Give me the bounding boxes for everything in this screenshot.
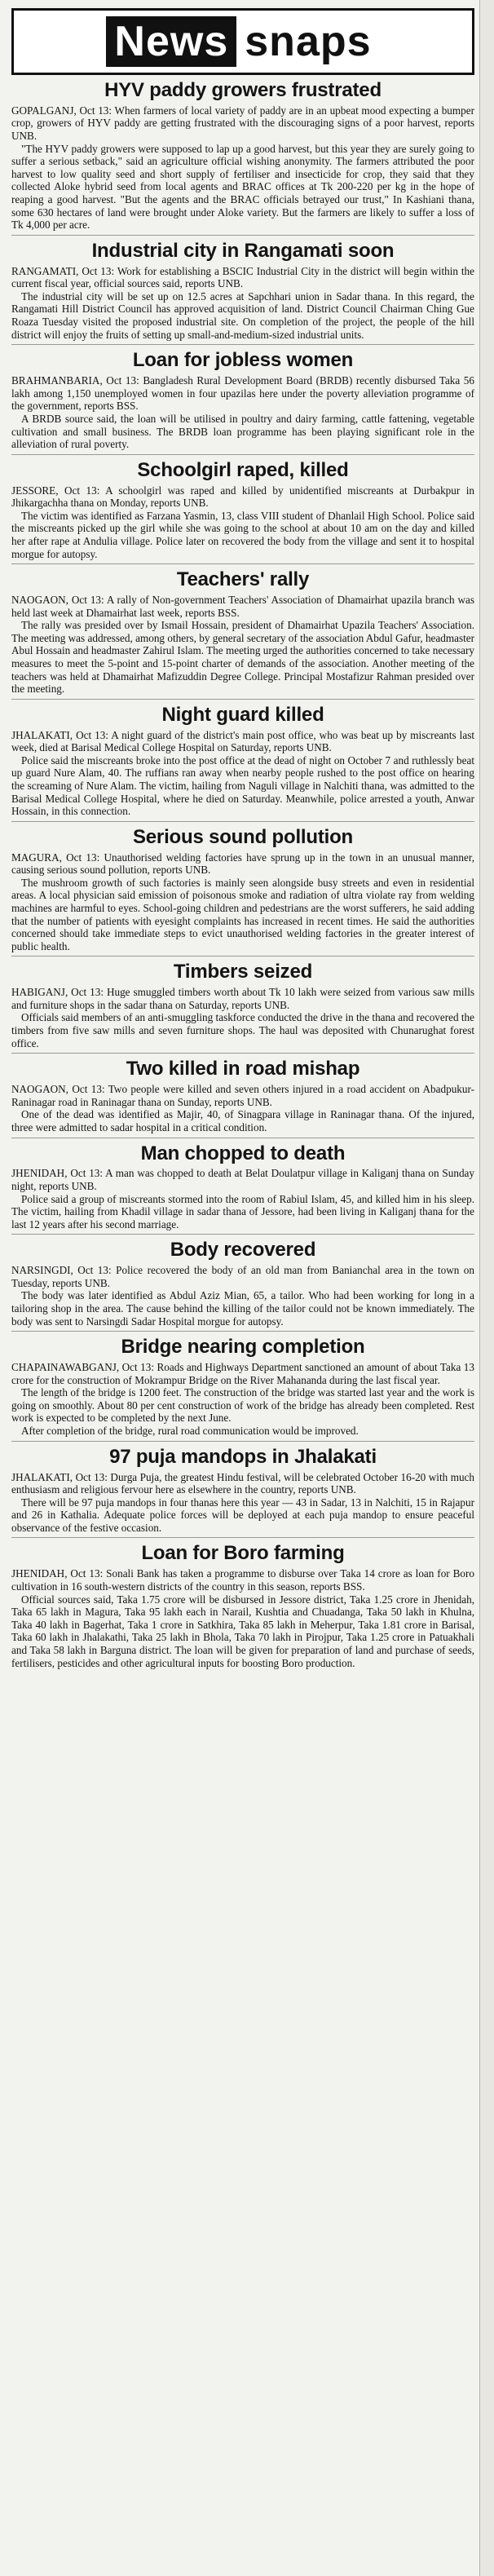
story-paragraph: Official sources said, Taka 1.75 crore will be disbursed in Jessore district, Taka 1.25 crore in Jhenidah, Taka 65 lakh in Magura, Taka 95 lakh each in Narail, Kushtia and Chuadanga, Taka 50 lakh in Khulna, Taka 40 lakh in Bagerhat, Taka 1 crore in Satkhira, Taka 85 lakh in Meherpur, Taka 1.81 crore in Barisal, Taka 60 lakh in Jhalakathi, Taka 25 lakh in Bhola, Taka 70 lakh in Pirojpur, Taka 1.25 crore in Patuakhali and Taka 58 lakh in Barguna district. The loan will be given for preparation of land and purchase of seeds, fertilisers, pesticides and other agricultural inputs for boosting Boro production. xyxy=(11,1593,474,1669)
story-paragraph: "The HYV paddy growers were supposed to lap up a good harvest, but this year they are surely going to suffer a serious setback," said an agriculture official wishing anonymity. The farmers attributed the poor harvest to low quality seed and short supply of fertiliser and insecticide for crop, they said that they collected Aloke hybrid seed from local agents and BRAC offices at Tk 200-220 per kg in the hope of reaping a good harvest. "But the agents and the BRAC officials betrayed our trust," In Kashiani thana, some 630 hectares of land were brought under Aloke variety. But the farmers are likely to suffer a loss of Tk 4,000 per acre. xyxy=(11,142,474,232)
story-paragraph: Police said a group of miscreants stormed into the room of Rabiul Islam, 45, and killed him in his sleep. The victim, hailing from Khadil village in sadar thana of Jessore, had been living in Kaliganj thana for the last 12 years after his second marriage. xyxy=(11,1192,474,1231)
story-headline: Man chopped to death xyxy=(140,1142,346,1164)
story-divider xyxy=(11,699,474,700)
story-loan-jobless-women xyxy=(11,350,474,450)
story-headline: HYV paddy growers frustrated xyxy=(104,79,382,101)
story-paragraph: Officials said members of an anti-smuggling taskforce conducted the drive in the thana and recovered the timbers from five saw mills and seven furniture shops. The haul was deposited with Chunarughat forest office. xyxy=(11,1011,474,1049)
story-paragraph: GOPALGANJ, Oct 13: When farmers of local variety of paddy are in an upbeat mood expecting a bumper crop, growers of HYV paddy are getting frustrated with the discouraging signs of a poor harvest, reports UNB. xyxy=(11,104,474,143)
story-divider xyxy=(11,1053,474,1054)
story-paragraph: The victim was identified as Farzana Yasmin, 13, class VIII student of Dhanlail High School. Police said the miscreants picked up the girl while she was going to the school at about 10 am on the day and killed her after rape at Andulia village. Police later on recovered the body from the village and sent it to hospital morgue for autopsy. xyxy=(11,509,474,560)
story-paragraph: NAOGAON, Oct 13: A rally of Non-government Teachers' Association of Dhamairhat upazila branch was held last week at Dhamairhat last week, reports BSS. xyxy=(11,594,474,619)
story-body-recovered xyxy=(11,1239,474,1328)
story-paragraph: After completion of the bridge, rural road communication would be improved. xyxy=(21,1425,359,1438)
story-timbers-seized xyxy=(11,961,474,1049)
masthead-snaps-word: snaps xyxy=(245,18,372,65)
story-paragraph: RANGAMATI, Oct 13: Work for establishing a BSCIC Industrial City in the district will begin within the current fiscal year, official sources said, reports UNB. xyxy=(11,264,474,290)
story-divider xyxy=(11,1441,474,1442)
story-headline: Bridge nearing completion xyxy=(121,1336,365,1359)
story-paragraph: MAGURA, Oct 13: Unauthorised welding factories have sprung up in the town in an unusual manner, causing serious sound pollution, reports UNB. xyxy=(11,851,474,877)
adjacent-page-edge xyxy=(479,0,494,2576)
story-divider xyxy=(11,821,474,822)
story-paragraph: NAOGAON, Oct 13: Two people were killed and seven others injured in a road accident on Abadpukur-Raninagar road in Raninagar thana on Sunday, reports UNB. xyxy=(11,1083,474,1108)
story-divider xyxy=(11,563,474,564)
story-headline: Two killed in road mishap xyxy=(126,1058,360,1080)
story-paragraph: JHALAKATI, Oct 13: A night guard of the district's main post office, who was beat up by miscreants last week, died at Barisal Medical College Hospital on Saturday, reports UNB. xyxy=(11,728,474,754)
story-headline: Night guard killed xyxy=(161,703,324,726)
story-paragraph: There will be 97 puja mandops in four thanas here this year — 43 in Sadar, 13 in Nalchiti, 15 in Rajapur and 26 in Kathalia. Adequate police forces will be deployed at each puja mandop to ensure peaceful observance of the festive occasion. xyxy=(11,1496,474,1534)
story-headline: Timbers seized xyxy=(173,961,313,983)
story-paragraph: The rally was presided over by Ismail Hossain, president of Dhamairhat Upazila Teachers' Association. The meeting was addressed, among others, by general secretary of the association Abdul Gafur, headmaster Abul Hossain and headmaster Zahirul Islam. The meeting urged the authorities concerned to take necessary measures to meet the 5-point and 15-point charter of demands of the association. Another meeting of the teachers was held at Dhamairhat Mafizuddin Degree College. Principal Mostafizur Rahman presided over the meeting. xyxy=(11,619,474,696)
story-divider xyxy=(11,1537,474,1538)
masthead-news-word: News xyxy=(106,16,236,67)
story-boro-loan xyxy=(11,1543,474,1669)
story-divider xyxy=(11,454,474,455)
story-divider xyxy=(11,1331,474,1332)
story-hyv-paddy xyxy=(11,80,474,232)
story-sound-pollution xyxy=(11,827,474,953)
story-paragraph: BRAHMANBARIA, Oct 13: Bangladesh Rural Development Board (BRDB) recently disbursed Taka 56 lakh among 1,150 unemployed women in four upazilas here under the poverty alleviation programme of the government, reports BSS. xyxy=(11,374,474,413)
story-divider xyxy=(11,344,474,345)
story-teachers-rally xyxy=(11,569,474,696)
story-divider xyxy=(11,956,474,957)
story-divider xyxy=(11,235,474,236)
story-headline: Teachers' rally xyxy=(176,568,310,591)
story-headline: Serious sound pollution xyxy=(132,825,354,848)
story-paragraph: JHENIDAH, Oct 13: A man was chopped to death at Belat Doulatpur village in Kaliganj thana on Sunday night, reports UNB. xyxy=(11,1167,474,1192)
story-paragraph: CHAPAINAWABGANJ, Oct 13: Roads and Highways Department sanctioned an amount of about Taka 13 crore for the construction of Mokrampur Bridge on the River Mahananda during the last fiscal year. xyxy=(11,1361,474,1386)
story-night-guard xyxy=(11,705,474,818)
story-paragraph: The industrial city will be set up on 12.5 acres at Sapchhari union in Sadar thana. In this regard, the Rangamati Hill District Council has approved acquisition of land. District Council Chairman Ching Gue Roaza Tuesday visited the proposed industrial site. On completion of the project, the people of the hill district will enjoy the fruits of setting up small-and-medium-sized industrial units. xyxy=(11,289,474,341)
story-man-chopped xyxy=(11,1143,474,1231)
story-paragraph: JHALAKATI, Oct 13: Durga Puja, the greatest Hindu festival, will be celebrated October 16-20 with much enthusiasm and religious fervour here as elsewhere in the country, reports UNB. xyxy=(11,1470,474,1496)
story-puja-mandops xyxy=(11,1447,474,1535)
story-paragraph: The length of the bridge is 1200 feet. The construction of the bridge was started last year and the work is going on smoothly. About 80 per cent construction of work of the bridge has already been completed. Rest work is expected to be completed by the next June. xyxy=(11,1386,474,1425)
story-paragraph: JESSORE, Oct 13: A schoolgirl was raped and killed by unidentified miscreants at Durbakpur in Jhikargachha thana on Monday, reports UNB. xyxy=(11,484,474,510)
story-headline: Schoolgirl raped, killed xyxy=(137,458,349,481)
story-schoolgirl xyxy=(11,460,474,560)
story-headline: Loan for jobless women xyxy=(132,349,354,372)
story-paragraph: The body was later identified as Abdul Aziz Mian, 65, a tailor. Who had been working for long in a tailoring shop in the area. The cause behind the killing of the tailor could not be known immediately. The body was sent to Narsingdi Sadar Hospital morgue for autopsy. xyxy=(11,1289,474,1328)
story-paragraph: Police said the miscreants broke into the post office at the dead of night on October 7 and ruthlessly beat up guard Nure Alam, 40. The ruffians ran away when nearby people rushed to the post office on hearing the screaming of Nure Alam. The victim, hailing from Naguli village in Nalchiti thana, was admitted to the Barisal Medical College Hospital, where he died on Saturday. Meanwhile, police arrested a youth, Anwar Hossain, in this connection. xyxy=(11,753,474,818)
story-paragraph: JHENIDAH, Oct 13: Sonali Bank has taken a programme to disburse over Taka 14 crore as loan for Boro cultivation in 16 south-western districts of the country in this season, reports BSS. xyxy=(11,1567,474,1593)
story-road-mishap xyxy=(11,1058,474,1133)
story-paragraph: A BRDB source said, the loan will be utilised in poultry and dairy farming, cattle fattening, vegetable cultivation and small business. The BRDB loan programme has been playing significant role in the alleviation of rural poverty. xyxy=(11,412,474,451)
news-column xyxy=(11,8,474,1669)
story-paragraph: The mushroom growth of such factories is mainly seen alongside busy streets and even in residential areas. A local physician said emission of poisonous smoke and radiation of ultra violate ray from welding machines are harmful to eyes. School-going children and pedestrians are the worst sufferers, he said adding that the number of patients with eyesight complaints has increased in recent times. He said the authorities concerned should take immediate steps to evict unauthorised welding factories in the greater interest of public health. xyxy=(11,876,474,952)
story-headline: Industrial city in Rangamati soon xyxy=(91,239,395,262)
story-headline: Body recovered xyxy=(170,1239,316,1261)
story-headline: 97 puja mandops in Jhalakati xyxy=(109,1445,377,1468)
masthead xyxy=(11,8,474,75)
story-paragraph: One of the dead was identified as Majir, 40, of Sinagpara village in Raninagar thana. Of the injured, three were admitted to sadar hospital in a critical condition. xyxy=(11,1108,474,1133)
story-bridge xyxy=(11,1337,474,1437)
story-headline: Loan for Boro farming xyxy=(141,1542,345,1565)
story-paragraph: NARSINGDI, Oct 13: Police recovered the body of an old man from Banianchal area in the town on Tuesday, reports UNB. xyxy=(11,1264,474,1289)
story-divider xyxy=(11,1234,474,1235)
story-industrial-city xyxy=(11,241,474,341)
story-paragraph: HABIGANJ, Oct 13: Huge smuggled timbers worth about Tk 10 lakh were seized from various saw mills and furniture shops in the sadar thana on Saturday, reports UNB. xyxy=(11,986,474,1011)
